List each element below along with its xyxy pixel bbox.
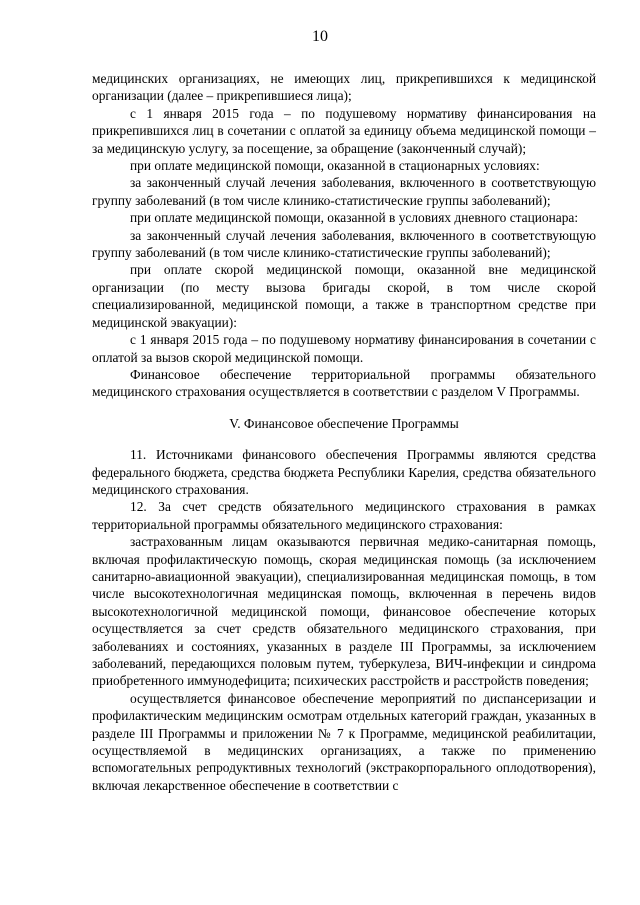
paragraph: за законченный случай лечения заболевания, включенного в соответствующую группу заболеваний (в том числе клинико-статистические группы заболеваний); (92, 227, 596, 261)
page-number: 10 (312, 28, 328, 45)
paragraph: 12. За счет средств обязательного медицинского страхования в рамках территориальной программы обязательного медицинского страхования: (92, 499, 596, 532)
paragraph: застрахованным лицам оказываются первичная медико-санитарная помощь, включая профилактическую помощь, скорая медицинская помощь (за исключением санитарно-авиационной эвакуации), специализированная медицинская помощь, в том числе высокотехнологичная медицинская помощь, включенная в перечень видов высокотехнологичной медицинской помощи, финансовое обеспечение которых осуществляется за счет средств обязательного медицинского страхования, при заболеваниях и состояниях, указанных в разделе III Программы, за исключением заболеваний, передающихся половым путем, туберкулеза, ВИЧ-инфекции и синдрома приобретенного иммунодефицита; психических расстройств и расстройств поведения; (92, 534, 596, 689)
section-heading: V. Финансовое обеспечение Программы (229, 415, 459, 431)
paragraph: 11. Источниками финансового обеспечения Программы являются средства федерального бюджета, средства бюджета Республики Карелия, средства обязательного медицинского страхования. (92, 447, 596, 497)
document-body (92, 70, 596, 794)
paragraph: Финансовое обеспечение территориальной программы обязательного медицинского страхования осуществляется в соответствии с разделом V Программы. (92, 366, 596, 400)
paragraph: медицинских организациях, не имеющих лиц, прикрепившихся к медицинской организации (далее – прикрепившиеся лица); (92, 71, 596, 104)
paragraph: при оплате медицинской помощи, оказанной в условиях дневного стационара: (130, 210, 579, 226)
paragraph: при оплате скорой медицинской помощи, оказанной вне медицинской организации (по месту вызова бригады скорой, в том числе скорой специализированной, медицинской помощи, а также в транспортном средстве при медицинской эвакуации): (92, 262, 596, 330)
paragraph: за законченный случай лечения заболевания, включенного в соответствующую группу заболеваний (в том числе клинико-статистические группы заболеваний); (92, 175, 596, 208)
paragraph: с 1 января 2015 года – по подушевому нормативу финансирования на прикрепившихся лиц в сочетании с оплатой за единицу объема медицинской помощи – за медицинскую услугу, за посещение, за обращение (законченный случай); (92, 105, 596, 156)
paragraph: с 1 января 2015 года – по подушевому нормативу финансирования в сочетании с оплатой за вызов скорой медицинской помощи. (92, 332, 596, 365)
paragraph: осуществляется финансовое обеспечение мероприятий по диспансеризации и профилактическим медицинским осмотрам отдельных категорий граждан, указанных в разделе III Программы и приложении № 7 к Программе, медицинской реабилитации, осуществляемой в медицинских организациях, а также по применению вспомогательных репродуктивных технологий (экстракорпорального оплодотворения), включая лекарственное обеспечение в соответствии с (92, 690, 596, 793)
paragraph: при оплате медицинской помощи, оказанной в стационарных условиях: (130, 158, 540, 174)
